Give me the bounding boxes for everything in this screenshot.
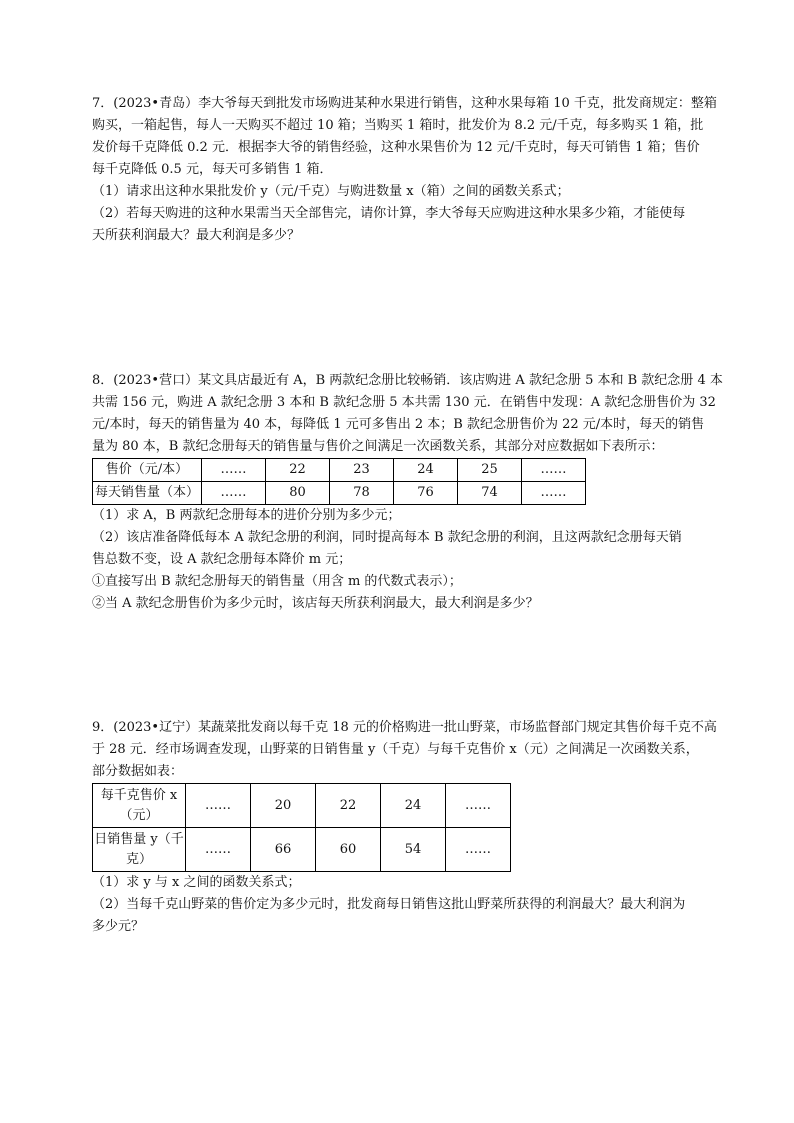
table-cell: 78 <box>330 482 394 505</box>
table-header-cell <box>93 784 186 828</box>
problem-8-question-2-cont: 售总数不变，设 A 款纪念册每本降价 m 元； <box>92 552 352 567</box>
table-cell: …… <box>186 784 251 828</box>
table-row <box>93 784 511 828</box>
table-cell: 25 <box>458 459 522 482</box>
table-cell: 60 <box>316 828 381 872</box>
problem-9-line: 部分数据如表： <box>92 764 184 779</box>
problem-7-line: 每千克降低 0.5 元，每天可多销售 1 箱． <box>92 162 333 177</box>
table-row <box>93 482 586 505</box>
table-cell: 24 <box>381 784 446 828</box>
table-cell: …… <box>522 482 586 505</box>
table-cell: …… <box>522 459 586 482</box>
table-cell: 22 <box>266 459 330 482</box>
problem-8-line: 8．(2023•营口）某文具店最近有 A，B 两款纪念册比较畅销．该店购进 A 款纪念册 5 本和 B 款纪念册 4 本 <box>92 373 723 388</box>
problem-7-line: 发价每千克降低 0.2 元．根据李大爷的销售经验，这种水果售价为 12 元/千克时，每天可销售 1 箱；售价 <box>92 140 700 155</box>
problem-8-line: 共需 156 元，购进 A 款纪念册 3 本和 B 款纪念册 5 本共需 130 元．在销售中发现：A 款纪念册售价为 32 <box>92 395 716 410</box>
table-row <box>93 828 511 872</box>
table-cell: 22 <box>316 784 381 828</box>
problem-8-line: 元/本时，每天的销售量为 40 本，每降低 1 元可多售出 2 本；B 款纪念册售价为 22 元/本时，每天的销售 <box>92 417 705 432</box>
problem-9 <box>92 717 722 938</box>
problem-7-line: 7．(2023•青岛）李大爷每天到批发市场购进某种水果进行销售，这种水果每箱 10 千克，批发商规定：整箱 <box>92 96 717 111</box>
table-cell: …… <box>202 459 266 482</box>
problem-9-line: 9．(2023•辽宁）某蔬菜批发商以每千克 18 元的价格购进一批山野菜，市场监督部门规定其售价每千克不高 <box>92 720 717 735</box>
problem-8-question-2: （2）该店准备降低每本 A 款纪念册的利润，同时提高每本 B 款纪念册的利润，且这两款纪念册每天销 <box>92 530 682 545</box>
table-cell: 24 <box>394 459 458 482</box>
table-cell: 80 <box>266 482 330 505</box>
table-cell: 66 <box>251 828 316 872</box>
table-header-cell <box>93 828 186 872</box>
problem-7 <box>92 93 722 247</box>
table-header-text: （元） <box>119 807 159 823</box>
problem-8-question-2b: ②当 A 款纪念册售价为多少元时，该店每天所获利润最大，最大利润是多少？ <box>92 596 539 611</box>
table-cell: 76 <box>394 482 458 505</box>
table-cell: …… <box>446 784 511 828</box>
table-header-text: 日销售量 y（千 <box>94 831 184 847</box>
problem-8-line: 量为 80 本，B 款纪念册每天的销售量与售价之间满足一次函数关系，其部分对应数据如下表所示： <box>92 439 664 454</box>
problem-8 <box>92 370 722 615</box>
table-cell: 74 <box>458 482 522 505</box>
table-cell: …… <box>202 482 266 505</box>
problem-7-question-2: （2）若每天购进的这种水果需当天全部售完，请你计算，李大爷每天应购进这种水果多少箱，才能使每 <box>92 206 686 221</box>
table-cell: 23 <box>330 459 394 482</box>
table-cell: …… <box>446 828 511 872</box>
table-row <box>93 459 586 482</box>
problem-8-question-1: （1）求 A，B 两款纪念册每本的进价分别为多少元； <box>92 508 401 523</box>
problem-9-table <box>92 783 511 872</box>
problem-8-table <box>92 458 586 505</box>
problem-7-line: 购买，一箱起售，每人一天购买不超过 10 箱；当购买 1 箱时，批发价为 8.2 元/千克，每多购买 1 箱，批 <box>92 118 704 133</box>
problem-8-question-2a: ①直接写出 B 款纪念册每天的销售量（用含 m 的代数式表示）； <box>92 574 462 589</box>
problem-9-question-1: （1）求 y 与 x 之间的函数关系式； <box>92 875 301 890</box>
problem-9-question-2-cont: 多少元？ <box>92 919 145 934</box>
table-cell: 每天销售量（本） <box>93 482 202 505</box>
problem-9-line: 于 28 元．经市场调查发现，山野菜的日销售量 y（千克）与每千克售价 x（元）之间满足一次函数关系， <box>92 742 699 757</box>
problem-9-question-2: （2）当每千克山野菜的售价定为多少元时，批发商每日销售这批山野菜所获得的利润最大？最大利润为 <box>92 897 686 912</box>
problem-7-question-1: （1）请求出这种水果批发价 y（元/千克）与购进数量 x（箱）之间的函数关系式； <box>92 184 570 199</box>
table-cell: …… <box>186 828 251 872</box>
table-cell: 售价（元/本） <box>93 459 202 482</box>
table-cell: 20 <box>251 784 316 828</box>
problem-7-question-2-cont: 天所获利润最大？最大利润是多少？ <box>92 228 301 243</box>
table-header-text: 每千克售价 x <box>100 787 178 803</box>
table-header-text: 克） <box>125 851 152 867</box>
table-cell: 54 <box>381 828 446 872</box>
